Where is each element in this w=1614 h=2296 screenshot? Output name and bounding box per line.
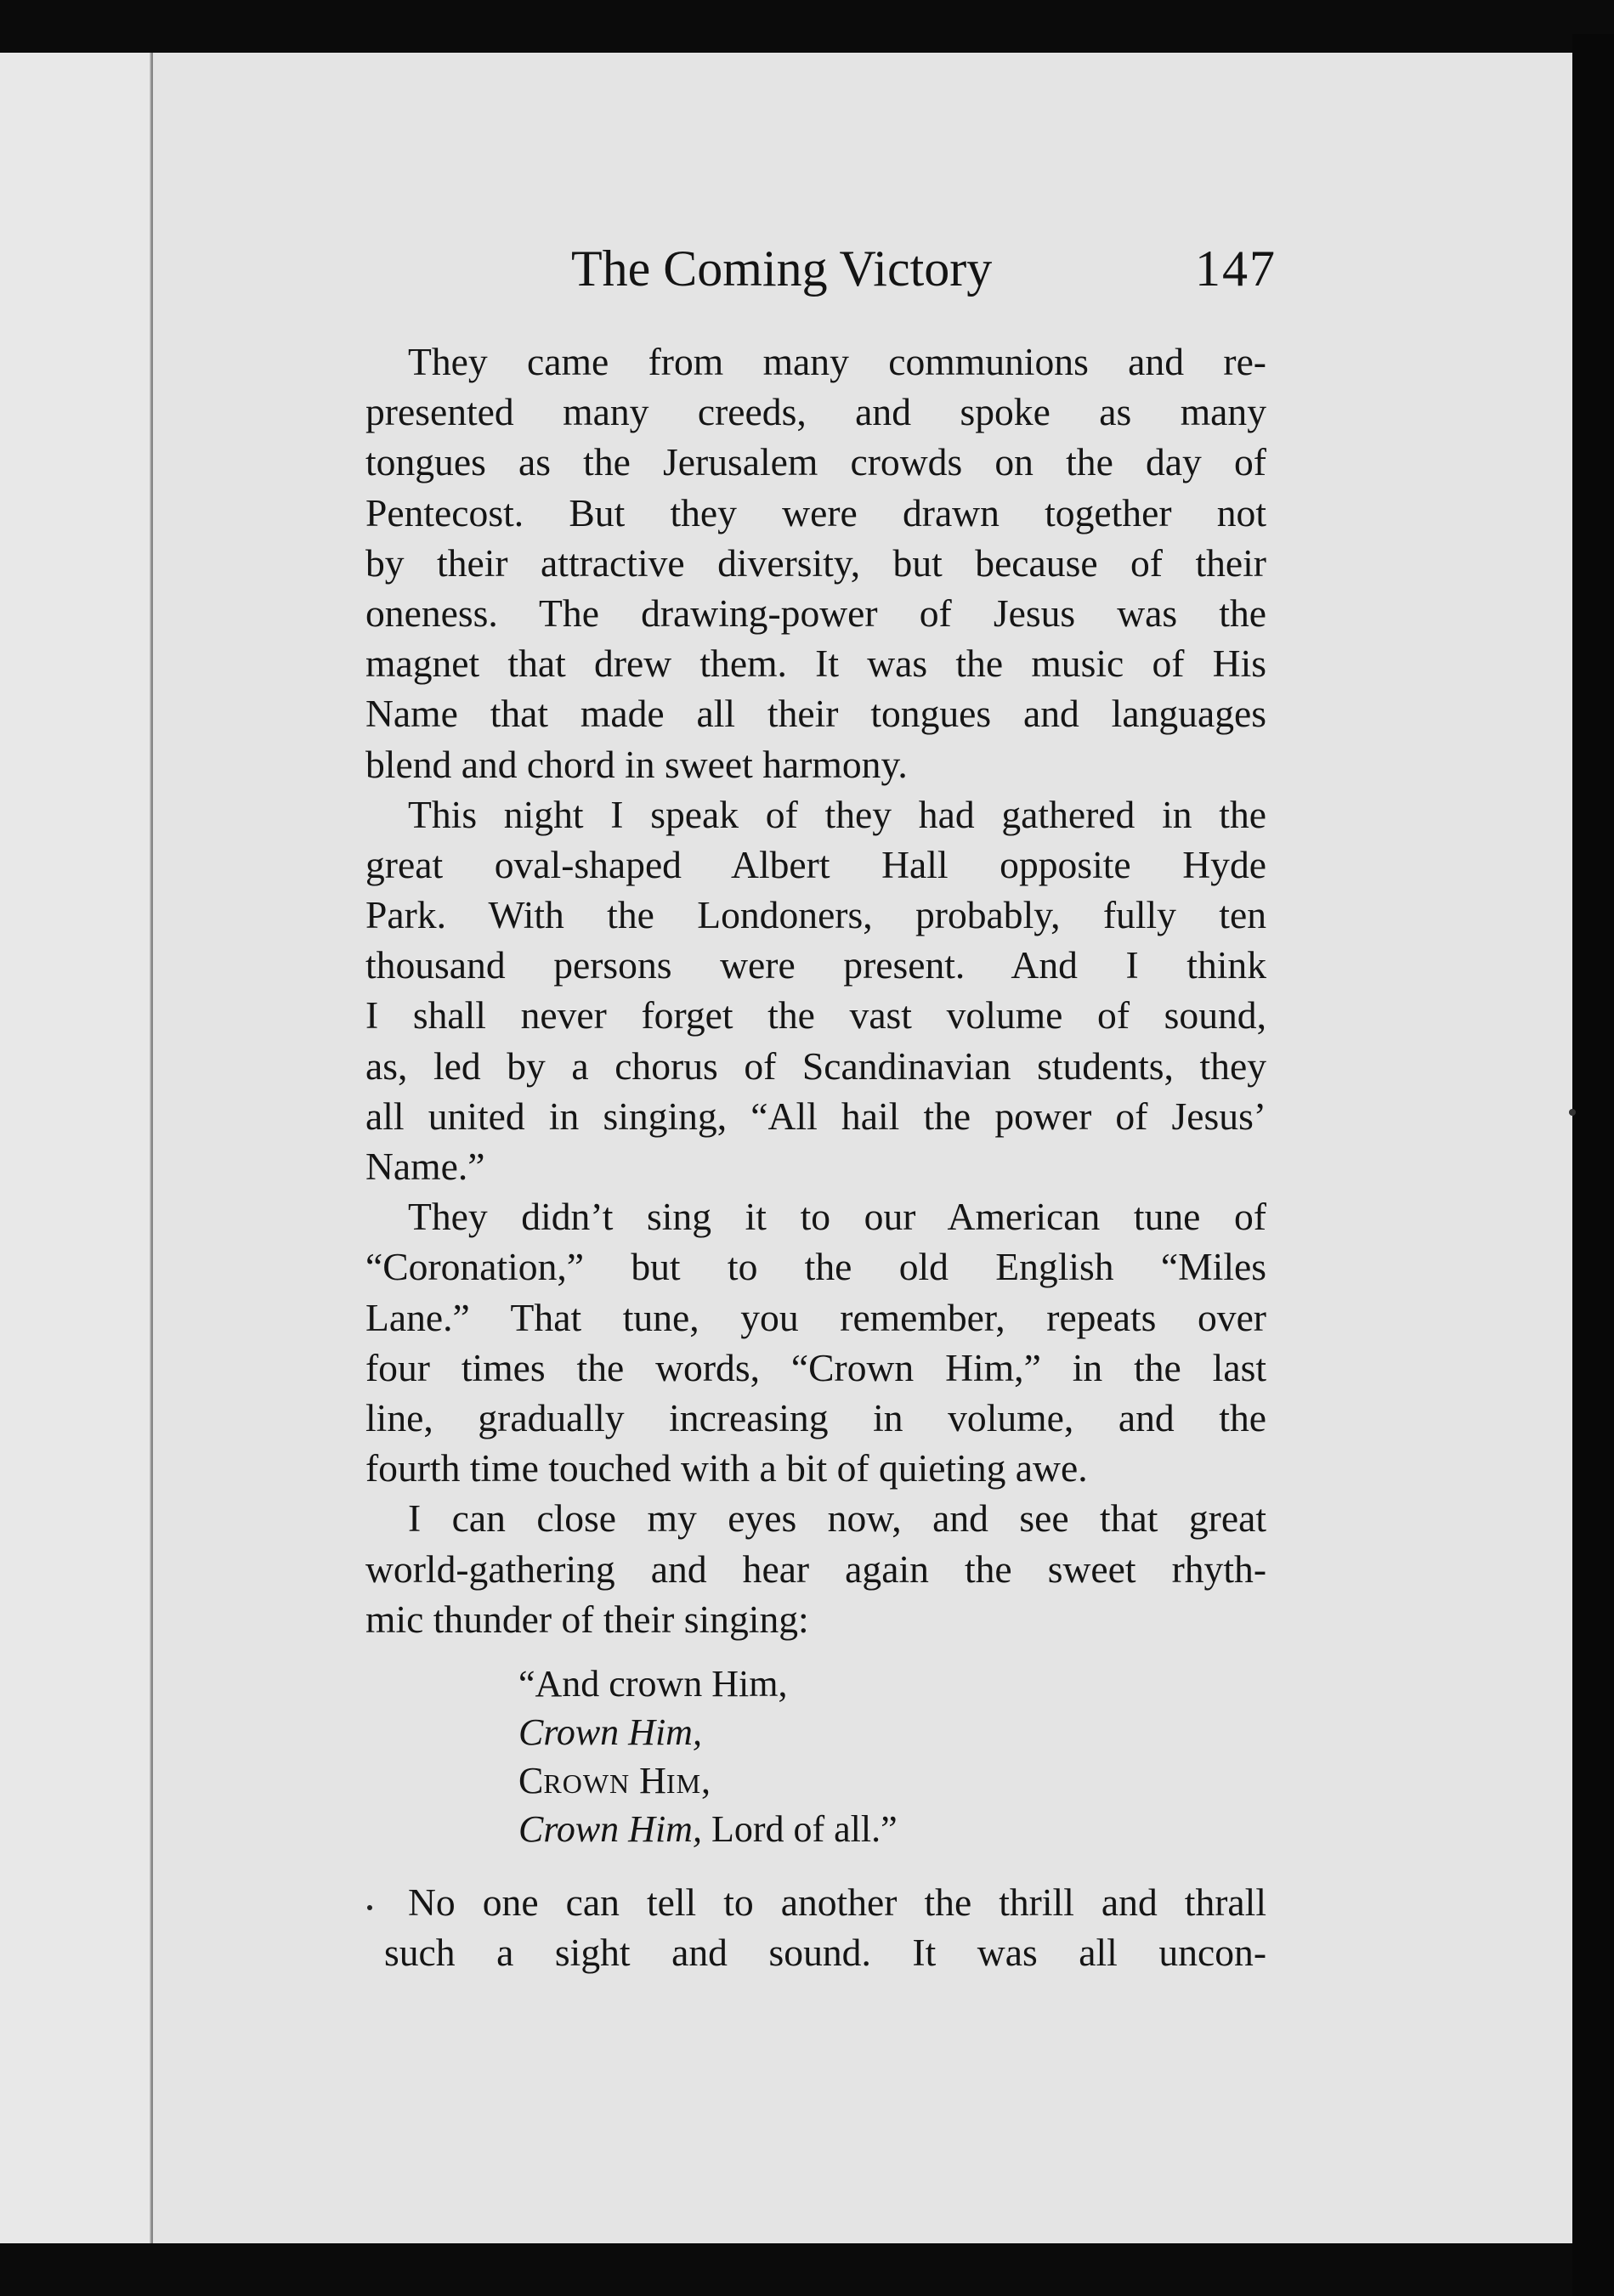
- ink-speck: [367, 1905, 372, 1910]
- text-line: “Coronation,” but to the old English “Miles: [365, 1245, 1266, 1289]
- running-header: [365, 240, 1277, 308]
- scan-border: [1572, 34, 1614, 2296]
- text-line: mic thunder of their singing:: [365, 1597, 809, 1641]
- verse-line: [365, 1756, 1266, 1805]
- body-text: [365, 336, 1266, 1977]
- verse-small-caps: IM: [665, 1767, 702, 1799]
- verse-small-caps: C: [518, 1759, 544, 1801]
- text-line: fourth time touched with a bit of quieting awe.: [365, 1446, 1088, 1490]
- text-line: This night I speak of they had gathered in the: [408, 792, 1266, 836]
- text-line: They came from many communions and re-: [408, 340, 1266, 383]
- text-line: Name that made all their tongues and languages: [365, 692, 1266, 736]
- verse-line: Crown Him,: [518, 1711, 702, 1753]
- text-line: Pentecost. But they were drawn together not: [365, 490, 1266, 534]
- text-line: such a sight and sound. It was all uncon-: [384, 1931, 1266, 1975]
- text-line: Lane.” That tune, you remember, repeats over: [365, 1295, 1266, 1339]
- text-line: tongues as the Jerusalem crowds on the day of: [365, 440, 1266, 484]
- verse-line: [365, 1805, 1266, 1853]
- scan-speck: [1569, 1109, 1576, 1116]
- text-line: blend and chord in sweet harmony.: [365, 742, 908, 786]
- text-line: great oval-shaped Albert Hall opposite Hyde: [365, 842, 1266, 886]
- running-title: The Coming Victory: [571, 240, 993, 297]
- verse-punctuation: ,: [701, 1759, 711, 1801]
- text-line: all united in singing, “All hail the power of Jesus’: [365, 1094, 1266, 1138]
- text-line: Name.”: [365, 1145, 485, 1188]
- text-line: presented many creeds, and spoke as many: [365, 390, 1266, 434]
- binding-gutter: [0, 53, 153, 2243]
- verse-small-caps: H: [639, 1759, 666, 1801]
- text-line: No one can tell to another the thrill and thrall: [408, 1880, 1266, 1924]
- page-number: 147: [1195, 240, 1277, 297]
- text-line: magnet that drew them. It was the music of His: [365, 642, 1266, 686]
- text-line: thousand persons were present. And I think: [365, 943, 1266, 987]
- verse-text: Lord of all.”: [701, 1807, 898, 1850]
- text-line: I can close my eyes now, and see that great: [408, 1496, 1266, 1541]
- verse-line: “And crown Him,: [518, 1662, 788, 1705]
- text-line: by their attractive diversity, but because of their: [365, 540, 1266, 585]
- text-line: They didn’t sing it to our American tune of: [408, 1195, 1266, 1239]
- text-line: as, led by a chorus of Scandinavian students, they: [365, 1043, 1266, 1088]
- text-line: line, gradually increasing in volume, and the: [365, 1395, 1266, 1439]
- text-line: four times the words, “Crown Him,” in the last: [365, 1345, 1266, 1389]
- text-line: oneness. The drawing-power of Jesus was the: [365, 591, 1266, 635]
- verse-italic: Crown Him,: [518, 1807, 702, 1850]
- text-line: world-gathering and hear again the sweet rhyth-: [365, 1547, 1266, 1591]
- verse-small-caps: ROWN: [543, 1767, 631, 1799]
- text-line: I shall never forget the vast volume of sound,: [365, 993, 1266, 1038]
- text-line: Park. With the Londoners, probably, fully ten: [365, 893, 1266, 937]
